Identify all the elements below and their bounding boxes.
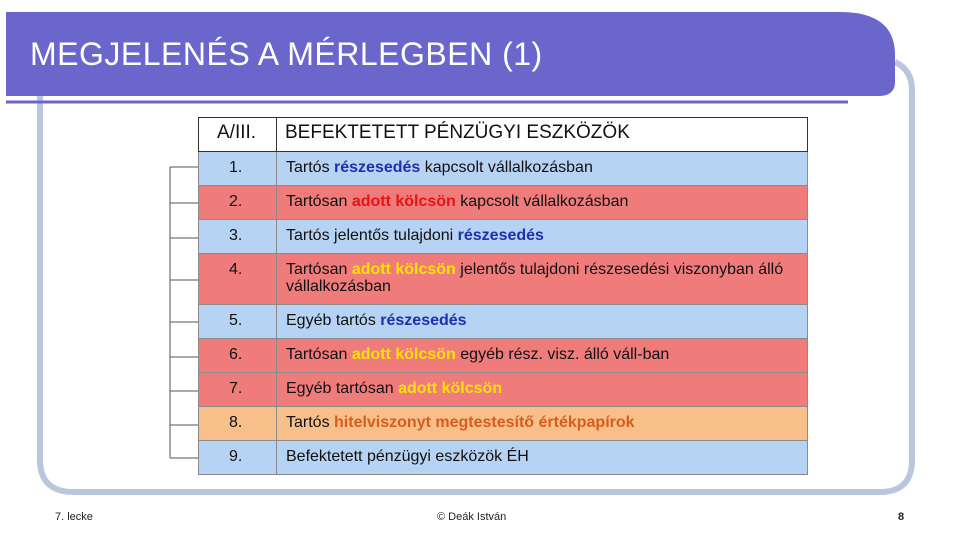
row-text-part: Tartósan — [286, 193, 352, 210]
table-row — [199, 152, 808, 186]
row-number: 5. — [229, 312, 243, 329]
keyword-highlight: adott kölcsön — [351, 193, 456, 210]
table-row — [199, 305, 808, 339]
row-number-cell — [199, 254, 277, 305]
row-text-cell — [277, 254, 808, 305]
row-text-part: egyéb rész. visz. álló váll-ban — [455, 346, 670, 363]
row-number: 8. — [229, 414, 243, 431]
row-text-part: kapcsolt vállalkozásban — [420, 159, 593, 176]
keyword-highlight: hitelviszonyt megtestesítő értékpapírok — [334, 414, 635, 431]
keyword-highlight: adott kölcsön — [398, 380, 503, 397]
table-header-row — [199, 118, 808, 152]
table-row — [199, 220, 808, 254]
row-number: 9. — [229, 448, 243, 465]
row-text — [277, 186, 807, 210]
row-number-cell — [199, 441, 277, 475]
row-text-part: Tartós — [286, 414, 335, 431]
row-number: 3. — [229, 227, 243, 244]
table-row — [199, 254, 808, 305]
table-row — [199, 373, 808, 407]
keyword-highlight: részesedés — [380, 312, 467, 329]
row-text-part: Tartós jelentős tulajdoni — [286, 227, 458, 244]
keyword-highlight: részesedés — [334, 159, 421, 176]
row-text — [277, 254, 807, 295]
row-text-cell — [277, 152, 808, 186]
row-number: 4. — [229, 261, 243, 278]
row-text-part: Egyéb tartós — [286, 312, 381, 329]
row-number-cell — [199, 373, 277, 407]
row-text-part: Tartósan — [286, 346, 352, 363]
table-row — [199, 339, 808, 373]
row-text-cell — [277, 339, 808, 373]
row-text-cell — [277, 441, 808, 475]
row-text — [277, 339, 807, 363]
row-number: 7. — [229, 380, 243, 397]
row-text-part: Tartósan — [286, 261, 352, 278]
row-text-part: Tartós — [286, 159, 335, 176]
row-text-cell — [277, 373, 808, 407]
row-number-cell — [199, 186, 277, 220]
header-code-cell — [199, 118, 277, 152]
assets-table — [198, 117, 808, 475]
footer-lesson: 7. lecke — [55, 511, 93, 523]
row-number: 6. — [229, 346, 243, 363]
row-number-cell — [199, 407, 277, 441]
footer-author: © Deák István — [437, 511, 507, 523]
row-number-cell — [199, 339, 277, 373]
row-number-cell — [199, 220, 277, 254]
slide-title: MEGJELENÉS A MÉRLEGBEN (1) — [30, 36, 543, 72]
table-row — [199, 441, 808, 475]
row-text — [277, 373, 807, 397]
header-code: A/III. — [217, 122, 257, 143]
bracket-connectors — [170, 167, 198, 458]
row-number: 2. — [229, 193, 243, 210]
row-text-part: jelentős tulajdoni részesedési viszonyban álló vállalkozásban — [286, 261, 784, 295]
table-row — [199, 407, 808, 441]
row-text-cell — [277, 220, 808, 254]
row-text — [277, 220, 807, 244]
row-number-cell — [199, 305, 277, 339]
row-text — [277, 441, 807, 465]
row-number: 1. — [229, 159, 243, 176]
table-row — [199, 186, 808, 220]
footer-page-number: 8 — [898, 511, 905, 523]
row-number-cell — [199, 152, 277, 186]
header-title: BEFEKTETETT PÉNZÜGYI ESZKÖZÖK — [285, 122, 630, 143]
header-title-cell — [277, 118, 808, 152]
row-text-part: Egyéb tartósan — [286, 380, 399, 397]
keyword-highlight: adott kölcsön — [351, 261, 456, 278]
row-text — [277, 305, 807, 329]
row-text-part: kapcsolt vállalkozásban — [455, 193, 629, 210]
keyword-highlight: részesedés — [457, 227, 544, 244]
row-text-cell — [277, 407, 808, 441]
row-text-cell — [277, 186, 808, 220]
keyword-highlight: adott kölcsön — [351, 346, 456, 363]
row-text — [277, 407, 807, 431]
row-text-cell — [277, 305, 808, 339]
row-text-part: Befektetett pénzügyi eszközök ÉH — [286, 448, 529, 465]
row-text — [277, 152, 807, 176]
